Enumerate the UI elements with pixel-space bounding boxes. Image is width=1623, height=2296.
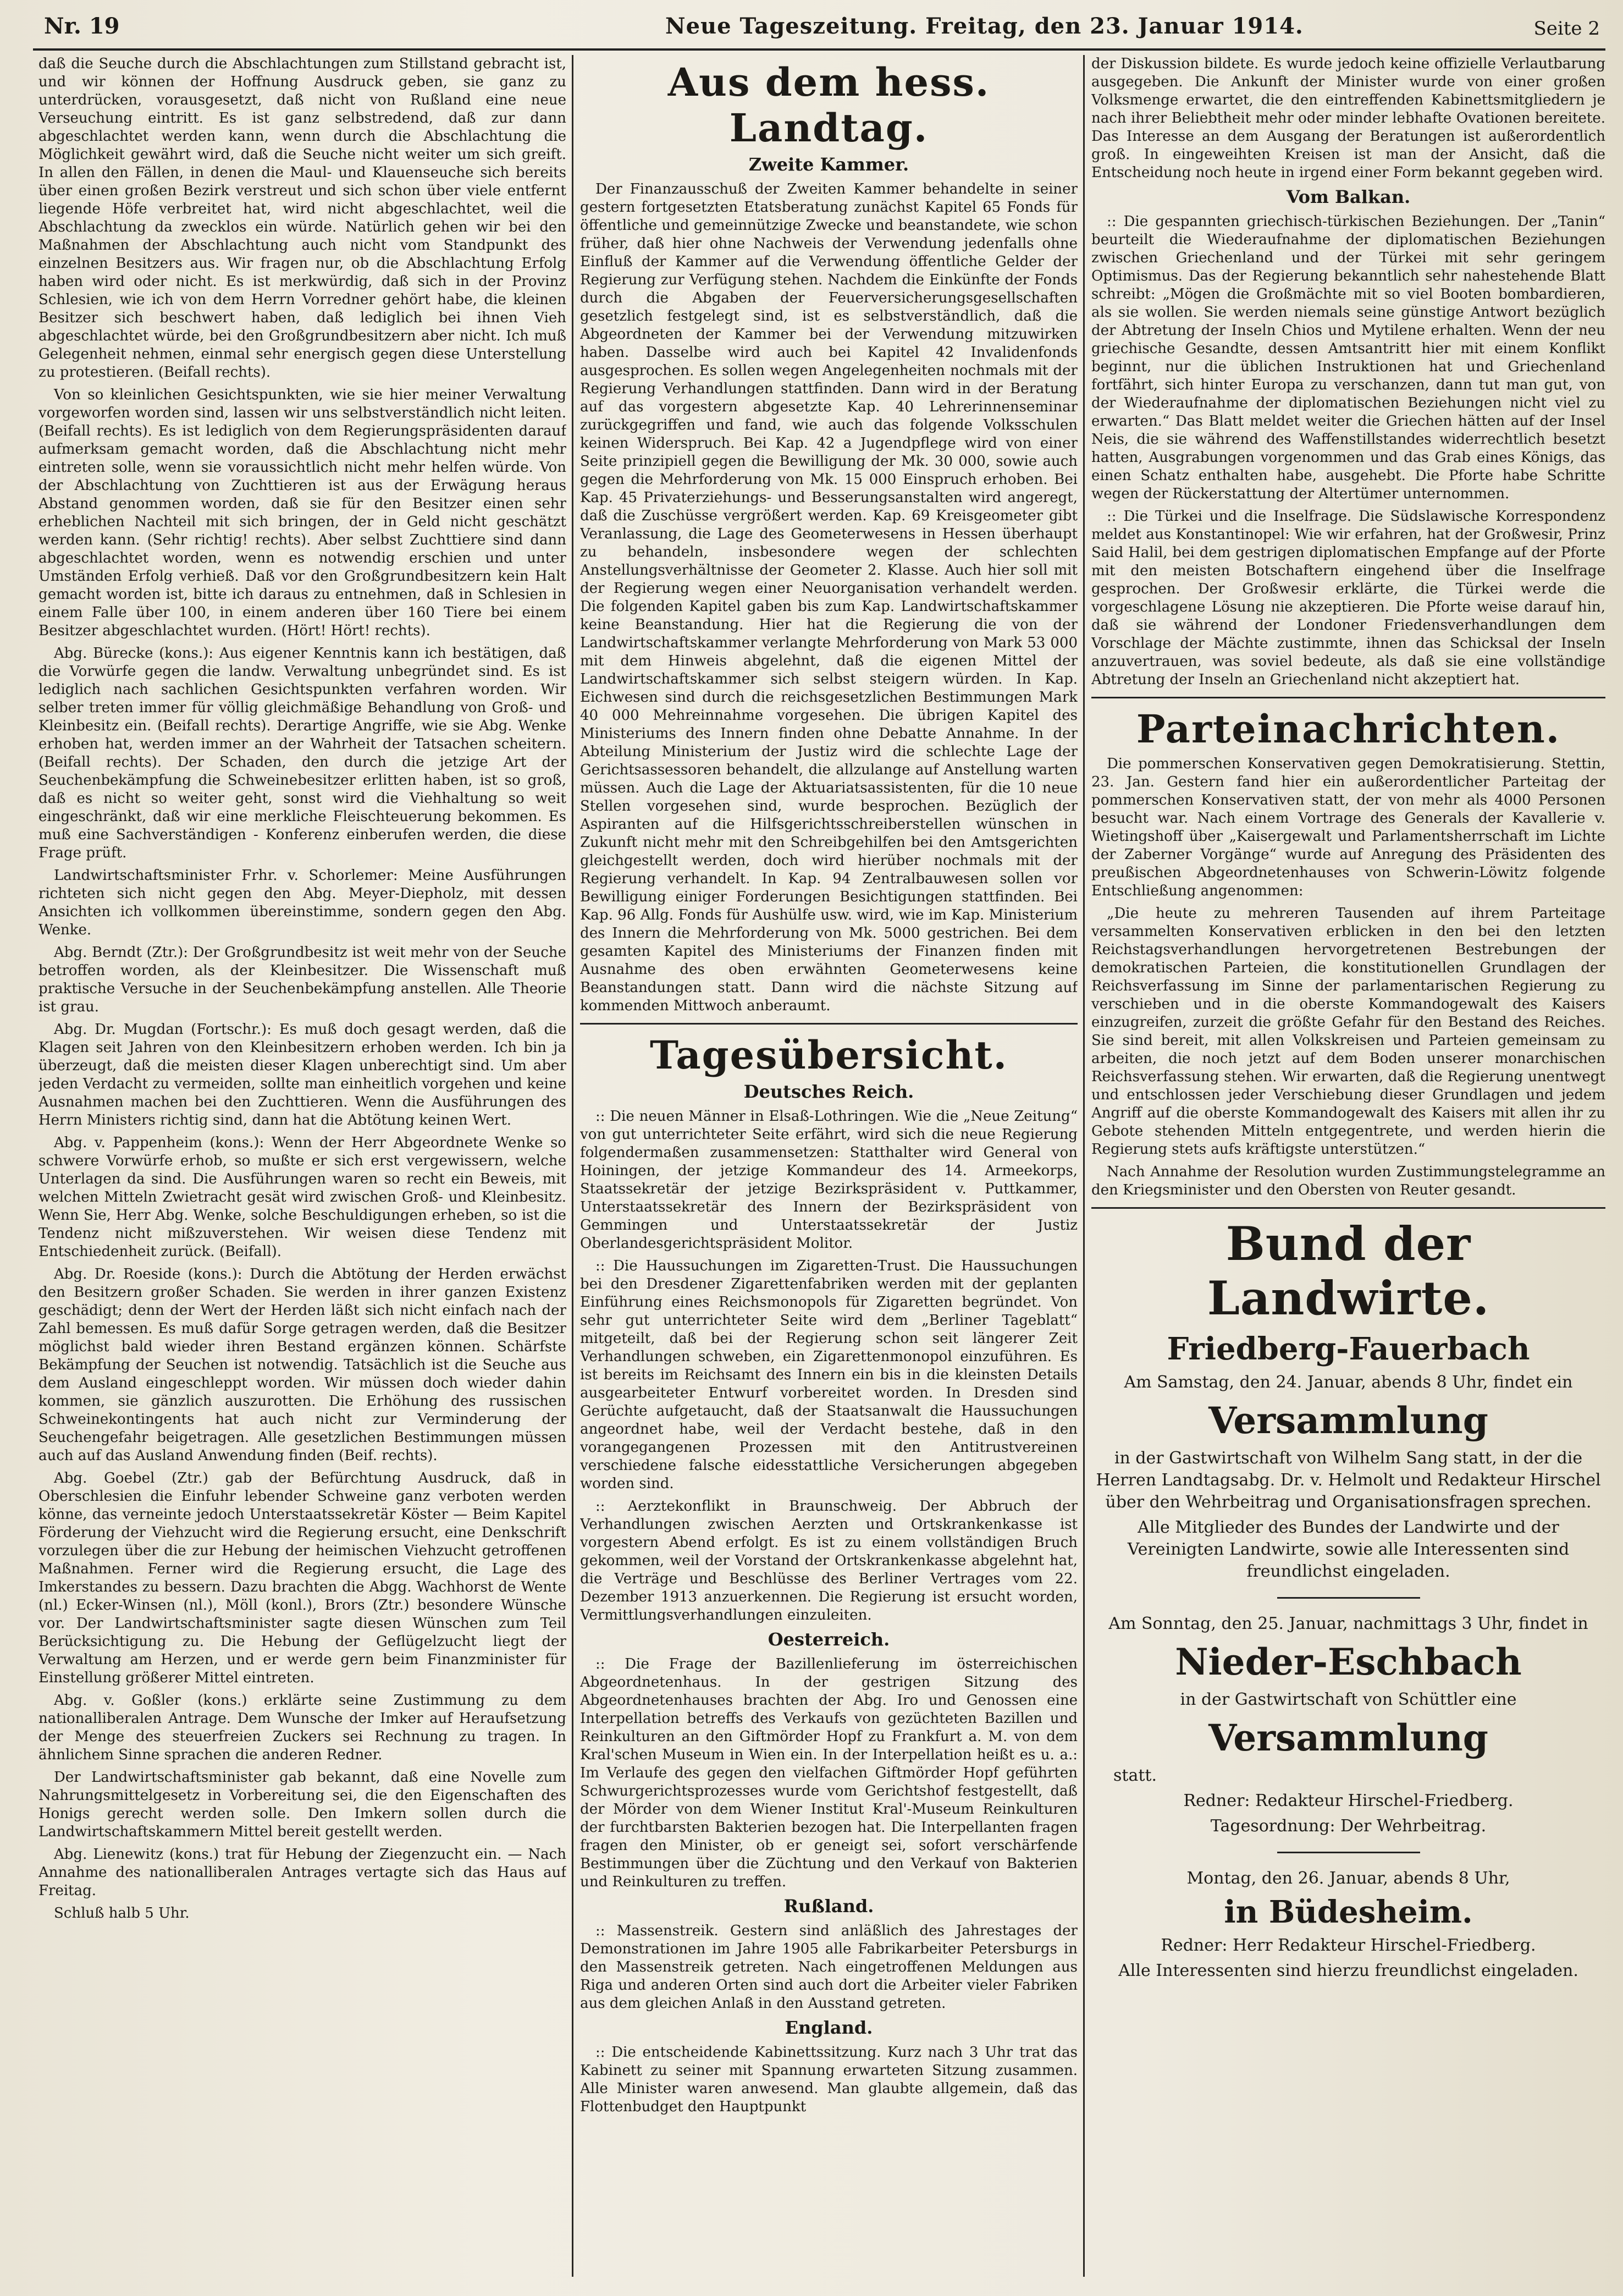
- article-paragraph: :: Die Türkei und die Inselfrage. Die Südslawische Korrespondenz meldet aus Konstantinopel: Wie wir erfahren, hat der Großwesir, Prinz Said Halil, bei dem gestrigen diplomatischen Empfange auf der Pforte mit den meisten Botschaftern eingehend über die Inselfrage gesprochen. Der Großwesir erklärte, die Türkei werde die vorgeschlagene Lösung nie akzeptieren. Die Pforte weise darauf hin, daß sie während der Londoner Friedensverhandlungen dem Vorschlage der Mächte zustimmte, ihnen das Schicksal der Inseln anzuvertrauen, was soviel bedeute, als daß sie eine vollständige Abtretung der Inseln an Griechenland nicht akzeptiert hat.: [1091, 508, 1605, 688]
- ad-agenda: Tagesordnung: Der Wehrbeitrag.: [1210, 1816, 1487, 1836]
- article-closing: Schluß halb 5 Uhr.: [54, 1905, 190, 1921]
- section-heading-tagesuebersicht: Tagesübersicht.: [649, 1032, 1008, 1078]
- article-paragraph: daß die Seuche durch die Abschlachtungen zum Stillstand gebracht ist, und wir können der Hoffnung Ausdruck geben, sie ganz zu unterdrücken, vorausgesetzt, daß nicht von Rußland eine neue Verseuchung eintritt. Es ist ganz selbstredend, daß zur dann abgeschlachtet werden kann, wenn durch die Abschlachtung die Möglichkeit gewährt wird, daß die Seuche nicht weiter um sich greift. In allen den Fällen, in denen die Maul- und Klauenseuche sich bereits über einen großen Bezirk verstreut und sich schon über viele entfernt liegende Höfe verbreitet hat, wird nicht abgeschlachtet, weil die Abschlachtung da zwecklos ein würde. Natürlich gehen wir bei den Maßnahmen der Abschlachtung auch nicht vom Standpunkt des einzelnen Besitzers aus. Wir fragen nur, ob die Abschlachtung Erfolg haben wird oder nicht. Es ist merkwürdig, daß sich in der Provinz Schlesien, wie ich von dem Herrn Vorredner gehört habe, die kleinen Besitzer sich beschwert haben, daß lediglich bei ihnen Vieh abgeschlachtet würde, bei den Großgrundbesitzern aber nicht. Ich muß Gelegenheit nehmen, einmal sehr energisch gegen diese Unterstellung zu protestieren. (Beifall rechts).: [38, 56, 566, 381]
- column-rule: [572, 55, 573, 2277]
- article-paragraph: Der Finanzausschuß der Zweiten Kammer behandelte in seiner gestern fortgesetzten Etatsberatung zunächst Kapitel 65 Fonds für öffentliche und gemeinnützige Zwecke und beanstandete, wie schon früher, daß hier ohne Nachweis der Verwendung jedenfalls ohne Einfluß der Kammer auf die Verwendung öffentliche Gelder der Regierung zur Verfügung stehen. Nachdem die Einkünfte der Fonds durch die Abgaben der Feuerversicherungsgesellschaften gesetzlich festgelegt sind, ist es selbstverständlich, daß die Abgeordneten der Kammer bei der Verwendung mitzuwirken haben. Dasselbe wird auch bei Kapitel 42 Invalidenfonds ausgesprochen. Es sollen wegen Angelegenheiten nochmals mit der Regierung Verhandlungen stattfinden. Dann wird in der Beratung auf das vorgestern abgesetzte Kap. 40 Lehrerinnenseminar zurückgegriffen und fand, wie auch das folgende Volksschulen keinen Widerspruch. Bei Kap. 42 a Jugendpflege wird von einer Seite prinzipiell gegen die Bewilligung der Mk. 30 000, sowie auch gegen die Mehrforderung von Mk. 15 000 Einspruch erhoben. Bei Kap. 45 Privaterziehungs- und Besserungsanstalten wird angeregt, daß die Zuschüsse vergrößert werden. Kap. 69 Kreisgeometer gibt Veranlassung, die Lage des Geometerwesens in Hessen überhaupt zu behandeln, insbesondere wegen der schlechten Anstellungsverhältnisse der Geometer 2. Klasse. Auch hier soll mit der Regierung wegen einer Neuorganisation verhandelt werden. Die folgenden Kapitel gaben bis zum Kap. Landwirtschaftskammer keine Beanstandung. Hier hat die Regierung die von der Landwirtschaftskammer verlangte Mehrforderung von Mark 53 000 mit dem Hinweis abgelehnt, daß die eigenen Mittel der Landwirtschaftskammer sich selbst steigern würden. In Kap. Eichwesen sind durch die reichsgesetzlichen Bestimmungen Mark 40 000 Mehreinnahme vorgesehen. Die übrigen Kapitel des Ministeriums des Innern finden ohne Debatte Annahme. In der Abteilung Ministerium der Justiz wird die schlechte Lage der Gerichtsassessoren behandelt, die allzulange auf Anstellung warten müssen. Auch die Lage der Aktuariatsassistenten, für die 10 neue Stellen vorgesehen sind, wurde besprochen. Bezüglich der Aspiranten auf die Hilfsgerichtsschreiberstellen wünschen in Zukunft nicht mehr mit den Schreibgehilfen bei den Amtsgerichten gleichgestellt werden, doch wird hierüber nochmals mit der Regierung verhandelt. In Kap. 94 Zentralbauwesen sollen vor Bewilligung einiger Forderungen Besichtigungen stattfinden. Bei Kap. 96 Allg. Fonds für Aushülfe usw. wird, wie im Kap. Ministerium des Innern die Mehrforderung von Mk. 5000 gestrichen. Bei dem gesamten Kapitel des Ministeriums der Finanzen finden mit Ausnahme des oben erwähnten Geometerwesens keine Beanstandungen statt. Dann wird die nächste Sitzung auf kommenden Mittwoch anberaumt.: [580, 181, 1078, 1014]
- divider: [1091, 1207, 1605, 1209]
- article-paragraph: der Diskussion bildete. Es wurde jedoch keine offizielle Verlautbarung ausgegeben. Die Ankunft der Minister wurde von einer großen Volksmenge erwartet, die den eintreffenden Kabinettsmitgliedern je nach ihrer Beliebtheit mehr oder minder lebhafte Ovationen bereitete. Das Interesse an dem Ausgang der Beratungen ist außerordentlich groß. In eingeweihten Kreisen ist man der Ansicht, daß die Entscheidung noch heute in irgend einer Form bekannt gegeben wird.: [1091, 56, 1605, 181]
- article-paragraph: :: Die Haussuchungen im Zigaretten-Trust. Die Haussuchungen bei den Dresdener Zigarettenfabriken werden mit der geplanten Einführung eines Reichsmonopols für Zigaretten begründet. Von sehr gut unterrichteter Seite wird dem „Berliner Tageblatt“ mitgeteilt, daß bei der Regierung schon seit längerer Zeit Verhandlungen schweben, ein Zigarettenmonopol einzuführen. Es ist bereits im Reichsamt des Innern ein bis in die kleinsten Details ausgearbeiteter Entwurf vorbereitet worden. In Dresden sind Gerüchte aufgetaucht, daß der Staatsanwalt die Haussuchungen angeordnet habe, weil der Verdacht bestehe, daß in den vorangegangenen Prozessen mit den Antitrustvereinen verschiedene falsche eidesstattliche Versicherungen abgegeben worden sind.: [580, 1258, 1078, 1492]
- column-1: [38, 55, 566, 2277]
- subheading: England.: [785, 2017, 873, 2038]
- ad-location: in der Gastwirtschaft von Schüttler eine: [1180, 1690, 1517, 1709]
- article-paragraph: Abg. Berndt (Ztr.): Der Großgrundbesitz ist weit mehr von der Seuche betroffen worden, als der Kleinbesitzer. Die Wissenschaft muß praktische Versuche in der Seuchenbekämpfung anstellen. Alle Theorie ist grau.: [38, 944, 566, 1015]
- article-paragraph: Abg. Bürecke (kons.): Aus eigener Kenntnis kann ich bestätigen, daß die Vorwürfe gegen die landw. Verwaltung unbegründet sind. Es ist lediglich nach sachlichen Gesichtspunkten verfahren worden. Wir selber treten immer für völlig gleichmäßige Behandlung von Groß- und Kleinbesitz ein. (Beifall rechts). Derartige Angriffe, wie sie Abg. Wenke erhoben hat, werden immer an der Wahrheit der Tatsachen scheitern. (Beifall rechts). Der Schaden, den durch die jetzige Art der Seuchenbekämpfung die Schweinebesitzer erlitten haben, ist so groß, daß es nicht so weiter geht, sonst wird die Viehhaltung so weit eingeschränkt, daß wir eine merkliche Fleischteuerung bekommen. Es muß eine Sachverständigen - Konferenz einberufen werden, die diese Frage prüft.: [38, 645, 566, 861]
- article-paragraph: Landwirtschaftsminister Frhr. v. Schorlemer: Meine Ausführungen richteten sich nicht gegen den Abg. Meyer-Diepholz, mit dessen Ansichten ich vollkommen übereinstimme, sondern gegen den Abg. Wenke.: [38, 867, 566, 938]
- ad-location: in der Gastwirtschaft von Wilhelm Sang statt, in der die Herren Landtagsabg. Dr. v. Helmolt und Redakteur Hirschel über den Wehrbeitrag und Organisationsfragen sprechen.: [1096, 1449, 1601, 1512]
- article-paragraph: Abg. Goebel (Ztr.) gab der Befürchtung Ausdruck, daß in Oberschlesien die Einfuhr lebender Schweine ganz verboten werden könne, das verneinte jedoch Unterstaatssekretär Köster — Beim Kapitel Förderung der Viehzucht wird die Regierung ersucht, eine Denkschrift vorzulegen über die zur Hebung der heimischen Viehzucht getroffenen Maßnahmen. Ferner wird die Regierung ersucht, die Lage des Imkerstandes zu bessern. Dazu brachten die Abgg. Wachhorst de Wente (nl.) Ecker-Winsen (nl.), Möll (konl.), Brors (Ztr.) besondere Wünsche vor. Der Landwirtschaftsminister sagte diesen Wünschen zum Teil Berücksichtigung zu. Die Hebung der Geflügelzucht liegt der Verwaltung am Herzen, und er werde gern beim Finanzminister für Einstellung größerer Mittel eintreten.: [38, 1470, 566, 1686]
- page-number: Seite 2: [1533, 18, 1600, 40]
- article-paragraph: Abg. Dr. Roeside (kons.): Durch die Abtötung der Herden erwächst den Besitzern großer Schaden. Sie werden in ihrer ganzen Existenz geschädigt; denn der Wert der Herden läßt sich nicht einfach nach der Zahl bemessen. Es muß dafür Sorge getragen werden, daß die Besitzer möglichst bald wieder ihren Bestand ergänzen können. Schärfste Bekämpfung der Seuchen ist notwendig. Tatsächlich ist die Seuche aus dem Ausland eingeschleppt worden. Wir müssen doch wieder dahin kommen, sie gänzlich auszurotten. Die Erhöhung des russischen Schweinekontingents hat auch nicht zur Verminderung der Seuchengefahr beigetragen. Alle gesetzlichen Bestimmungen müssen auch auf das Ausland Anwendung finden (Beif. rechts).: [38, 1266, 566, 1464]
- ad-invite: Alle Interessenten sind hierzu freundlichst eingeladen.: [1118, 1961, 1578, 1980]
- article-paragraph: :: Aerztekonflikt in Braunschweig. Der Abbruch der Verhandlungen zwischen Aerzten und Ortskrankenkasse ist vorgestern Abend erfolgt. Es ist zu einem vollständigen Bruch gekommen, weil der Vorstand der Ortskrankenkasse abgelehnt hat, die Verträge und Beschlüsse des Berliner Vertrages vom 22. Dezember 1913 anzuerkennen. Die Regierung ist ersucht worden, Vermittlungsverhandlungen einzuleiten.: [580, 1498, 1078, 1623]
- ad-date: Montag, den 26. Januar, abends 8 Uhr,: [1186, 1869, 1510, 1888]
- ad-event: Versammlung: [1208, 1716, 1488, 1759]
- article-paragraph: Abg. v. Goßler (kons.) erklärte seine Zustimmung zu dem nationalliberalen Antrage. Dem Wunsche der Imker auf Heraufsetzung der Menge des steuerfreien Zuckers sei Rechnung zu tragen. In ähnlichem Sinne sprachen die anderen Redner.: [38, 1692, 566, 1763]
- article-paragraph: Der Landwirtschaftsminister gab bekannt, daß eine Novelle zum Nahrungsmittelgesetz in Vorbereitung sei, die den Eigenschaften des Honigs gerecht werden solle. Den Imkern sollen durch die Landwirtschaftskammern Mittel bereit gestellt werden.: [38, 1769, 566, 1840]
- article-paragraph: „Die heute zu mehreren Tausenden auf ihrem Parteitage versammelten Konservativen erblicken in den bei den letzten Reichstagsverhandlungen hervorgetretenen Bestrebungen der demokratischen Parteien, die konstitutionellen Grundlagen der Reichsverfassung im Sinne der parlamentarischen Regierung zu verschieben und in die oberste Kommandogewalt des Kaisers einzugreifen, zurzeit die größte Gefahr für den Bestand des Reiches. Sie sind bereit, mit allen Volkskreisen und Parteien gemeinsam zu arbeiten, die noch jetzt auf dem Boden unserer monarchischen Reichsverfassung stehen. Wir erwarten, daß die Regierung unentwegt und entschlossen jeder Verschiebung dieser Grundlagen und jedem Angriff auf die oberste Kommandogewalt des Kaisers mit allen ihr zu Gebote stehenden Mitteln entgegentrete, und werden hierin die Regierung stets aufs kräftigste unterstützen.“: [1091, 905, 1605, 1158]
- ad-place: in Büdesheim.: [1224, 1894, 1473, 1930]
- section-heading-parteinachrichten: Parteinachrichten.: [1136, 706, 1561, 752]
- ad-separator: [1277, 1597, 1420, 1599]
- article-paragraph: :: Massenstreik. Gestern sind anläßlich des Jahrestages der Demonstrationen im Jahre 1905 alle Fabrikarbeiter Petersburgs in den Massenstreik getreten. Nach eingetroffenen Meldungen aus Riga und anderen Orten sind auch dort die Arbeiter vieler Fabriken aus dem gleichen Anlaß in den Ausstand getreten.: [580, 1923, 1078, 2012]
- ad-date: Am Samstag, den 24. Januar, abends 8 Uhr, findet ein: [1124, 1373, 1573, 1392]
- section-heading-landtag: Aus dem hess. Landtag.: [667, 59, 990, 151]
- ad-speaker: Redner: Herr Redakteur Hirschel-Friedberg.: [1161, 1936, 1536, 1955]
- divider: [1091, 697, 1605, 698]
- advertisement-bund-der-landwirte: [1091, 1216, 1605, 1982]
- article-paragraph: Nach Annahme der Resolution wurden Zustimmungstelegramme an den Kriegsminister und den Obersten von Reuter gesandt.: [1091, 1164, 1605, 1198]
- ad-speaker: Redner: Redakteur Hirschel-Friedberg.: [1183, 1791, 1514, 1810]
- column-2: [580, 55, 1078, 2277]
- ad-separator: [1277, 1852, 1420, 1853]
- subheading: Vom Balkan.: [1286, 186, 1411, 207]
- ad-event: Versammlung: [1208, 1399, 1488, 1442]
- masthead: [33, 10, 1605, 51]
- ad-invite: Alle Mitglieder des Bundes der Landwirte und der Vereinigten Landwirte, sowie alle Interessenten sind freundlichst eingeladen.: [1127, 1518, 1570, 1581]
- ad-place: Nieder-Eschbach: [1175, 1640, 1522, 1683]
- subheading: Rußland.: [783, 1896, 874, 1917]
- article-paragraph: :: Die Frage der Bazillenlieferung im österreichischen Abgeordnetenhaus. In der gestrigen Sitzung des Abgeordnetenhauses brachten der Abg. Iro und Genossen eine Interpellation betreffs des Verkaufs von gezüchteten Bazillen und Reinkulturen an den Giftmörder Hopf zu Frankfurt a. M. von dem Kral'schen Museum in Wien ein. In der Interpellation heißt es u. a.: Im Verlaufe des gegen den vielfachen Giftmörder Hopf geführten Schwurgerichtsprozesses wurde vom Gerichtshof festgestellt, daß der Mörder von dem Wiener Institut Kral'-Museum Reinkulturen der furchtbarsten Bakterien bezogen hat. Die Interpellanten fragen fragen den Minister, ob er geneigt sei, sofort verschärfende Bestimmungen über die Züchtung und den Verkauf von Bakterien und Reinkulturen zu treffen.: [580, 1656, 1078, 1890]
- issue-number: Nr. 19: [44, 13, 120, 39]
- article-paragraph: Von so kleinlichen Gesichtspunkten, wie sie hier meiner Verwaltung vorgeworfen worden sind, lassen wir uns selbstverständlich nicht leiten. (Beifall rechts). Es ist lediglich von dem Regierungspräsidenten darauf aufmerksam gemacht worden, daß die Abschlachtung nicht mehr eintreten solle, wenn sie voraussichtlich nicht mehr helfen würde. Von der Abschlachtung von Zuchttieren ist aus der Erwägung heraus Abstand genommen worden, daß sie für den Besitzer einen sehr erheblichen Nachteil mit sich bringen, der in Geld nicht geschätzt werden kann. (Sehr richtig! rechts). Aber selbst Zuchttiere sind dann abgeschlachtet worden, wenn es notwendig erschien und unter Umständen Erfolg verhieß. Daß vor den Großgrundbesitzern kein Halt gemacht worden ist, bitte ich daraus zu entnehmen, daß in Schlesien in einem Falle über 100, in einem anderen über 160 Tiere bei einem Besitzer abgeschlachtet wurden. (Hört! Hört! rechts).: [38, 387, 566, 639]
- article-paragraph: Abg. Dr. Mugdan (Fortschr.): Es muß doch gesagt werden, daß die Klagen seit Jahren von den Kleinbesitzern erhoben werden. Ich bin ja überzeugt, daß die meisten dieser Klagen unberechtigt sind. Um aber jeden Verdacht zu vermeiden, sollte man einheitlich vorgehen und keine Ausnahmen machen bei den Zuchttieren. Wenn die Ausführungen des Herrn Ministers richtig sind, dann hat die Abtötung keinen Wert.: [38, 1021, 566, 1128]
- subheading: Zweite Kammer.: [748, 154, 909, 175]
- subheading: Oesterreich.: [768, 1629, 890, 1650]
- ad-statt: statt.: [1113, 1766, 1157, 1785]
- subheading: Deutsches Reich.: [743, 1081, 914, 1102]
- ad-date: Am Sonntag, den 25. Januar, nachmittags 3 Uhr, findet in: [1108, 1614, 1588, 1633]
- column-rule: [1083, 55, 1085, 2277]
- article-paragraph: Abg. v. Pappenheim (kons.): Wenn der Herr Abgeordnete Wenke so schwere Vorwürfe erhob, so mußte er sich erst vergewissern, welche Unterlagen da sind. Die Ausführungen waren so recht ein Beweis, mit welchen Mitteln Zwietracht gesät wird zwischen Groß- und Kleinbesitz. Wenn Sie, Herr Abg. Wenke, solche Beschuldigungen erheben, so ist die Tendenz nicht mißzuverstehen. Wir weisen diese Tendenz mit Entschiedenheit zurück. (Beifall).: [38, 1135, 566, 1260]
- column-3: [1091, 55, 1605, 2277]
- ad-title: Bund der Landwirte.: [1207, 1216, 1490, 1325]
- article-paragraph: Die pommerschen Konservativen gegen Demokratisierung. Stettin, 23. Jan. Gestern fand hier ein außerordentlicher Parteitag der pommerschen Konservativen statt, der von mehr als 4000 Personen besucht war. Nach einem Vortrage des Generals der Kavallerie v. Wietingshoff über „Kaisergewalt und Parlamentsherrschaft im Lichte der Zaberner Vorgänge“ wurde auf Anregung des Präsidenten des preußischen Abgeordnetenhauses von Schwerin-Löwitz folgende Entschließung angenommen:: [1091, 756, 1605, 899]
- article-paragraph: :: Die neuen Männer in Elsaß-Lothringen. Wie die „Neue Zeitung“ von gut unterrichteter Seite erfährt, wird sich die neue Regierung folgendermaßen zusammensetzen: Statthalter wird General von Hoiningen, der jetzige Kommandeur des 14. Armeekorps, Staatssekretär der jetzige Bezirkspräsident v. Puttkammer, Unterstaatssekretär des Innern der Bezirkspräsident von Gemmingen und Unterstaatssekretär der Justiz Oberlandesgerichtspräsident Molitor.: [580, 1108, 1078, 1252]
- ad-place: Friedberg-Fauerbach: [1167, 1331, 1530, 1367]
- masthead-title: Neue Tageszeitung. Freitag, den 23. Januar 1914.: [665, 13, 1304, 39]
- article-paragraph: :: Die entscheidende Kabinettssitzung. Kurz nach 3 Uhr trat das Kabinett zu seiner mit Spannung erwarteten Sitzung zusammen. Alle Minister waren anwesend. Man glaubte allgemein, daß das Flottenbudget den Hauptpunkt: [580, 2044, 1078, 2115]
- article-paragraph: :: Die gespannten griechisch-türkischen Beziehungen. Der „Tanin“ beurteilt die Wiederaufnahme der diplomatischen Beziehungen zwischen Griechenland und der Türkei mit sehr geringem Optimismus. Das der Regierung bekanntlich sehr nahestehende Blatt schreibt: „Mögen die Großmächte mit so viel Booten bombardieren, als sie wollen. Sie werden niemals seine günstige Antwort bezüglich der Abtretung der Inseln Chios und Mytilene erhalten. Wenn der neu griechische Gesandte, dessen Amtsantritt hier mit einem Konflikt beginnt, nur die üblichen Instruktionen hat und Griechenland fortfährt, sich hinter Europa zu verschanzen, dann tut man gut, von der Wiederaufnahme der diplomatischen Beziehungen nicht viel zu erwarten.“ Das Blatt meldet weiter die Griechen hätten auf der Insel Neis, die sie während des Waffenstillstandes widerrechtlich besetzt hatten, Ausgrabungen vorgenommen und das Grab eines Königs, das einen Schatz enthalten habe, ausgehebt. Die Pforte habe Schritte wegen der Rückerstattung der Altertümer unternommen.: [1091, 213, 1605, 502]
- divider: [580, 1023, 1078, 1025]
- article-paragraph: Abg. Lienewitz (kons.) trat für Hebung der Ziegenzucht ein. — Nach Annahme des nationalliberalen Antrages vertagte sich das Haus auf Freitag.: [38, 1846, 566, 1899]
